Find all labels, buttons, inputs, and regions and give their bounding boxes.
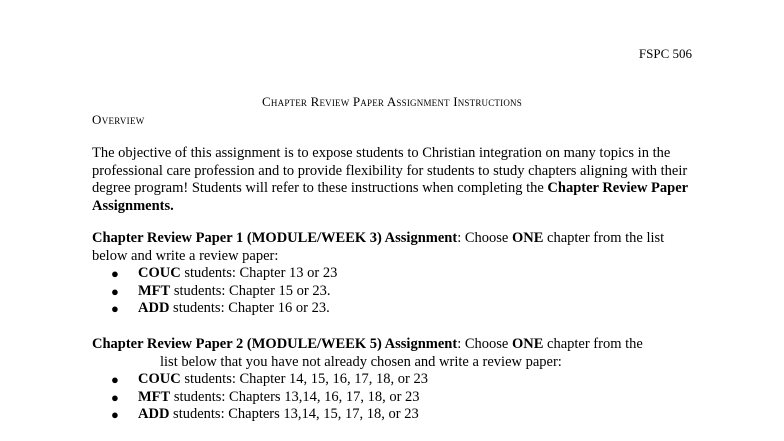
paper2-intro-b: chapter from the — [543, 336, 643, 352]
item-text: students: Chapter 16 or 23. — [169, 300, 330, 316]
overview-heading: Overview — [92, 112, 145, 127]
bullet-icon: ● — [111, 407, 119, 422]
paper1-intro — [92, 230, 692, 265]
paper1-heading: Chapter Review Paper 1 (MODULE/WEEK 3) Assignment — [92, 230, 458, 246]
bullet-icon: ● — [111, 283, 119, 299]
program-name: COUC — [138, 371, 181, 387]
overview-text: The objective of this assignment is to expose students to Christian integration on many topics in the professional care profession and to provide flexibility for students to study chapters aligning with their degree program! Students will refer to these instructions when completing the — [92, 145, 688, 196]
overview-bold-tail: Chapter Review Paper Assignments. — [92, 180, 688, 214]
list-item — [92, 265, 692, 283]
paper1-section — [92, 230, 692, 318]
paper1-intro-a: : Choose — [457, 230, 512, 246]
item-text: students: Chapter 13 or 23 — [180, 265, 338, 281]
paper2-intro-a: : Choose — [457, 336, 512, 352]
program-name: COUC — [138, 265, 181, 281]
paper1-intro-b: chapter from the list below and write a review paper: — [92, 230, 665, 264]
paper2-intro-continued: list below that you have not already chosen and write a review paper: — [160, 353, 562, 370]
item-text: students: Chapter 15 or 23. — [170, 282, 331, 299]
list-item — [92, 300, 692, 318]
list-item — [92, 283, 692, 301]
paper1-one: ONE — [511, 230, 544, 246]
paper1-list — [92, 265, 692, 318]
paper2-intro — [92, 336, 692, 354]
list-item — [92, 406, 692, 424]
bullet-icon: ● — [111, 372, 119, 387]
item-text: students: Chapters 13,14, 16, 17, 18, or 23 — [170, 388, 420, 405]
list-item — [92, 389, 692, 407]
item-text: students: Chapter 14, 15, 16, 17, 18, or 23 — [180, 371, 428, 387]
program-name: ADD — [138, 300, 170, 316]
paper2-section — [92, 336, 692, 424]
program-name: ADD — [138, 406, 170, 422]
overview-paragraph — [92, 145, 692, 215]
paper2-list — [92, 371, 692, 424]
paper2-one: ONE — [511, 336, 544, 352]
program-name: MFT — [138, 282, 171, 299]
list-item — [92, 371, 692, 389]
bullet-icon: ● — [111, 389, 119, 405]
bullet-icon: ● — [111, 266, 119, 281]
program-name: MFT — [138, 388, 171, 405]
bullet-icon: ● — [111, 301, 119, 316]
item-text: students: Chapters 13,14, 15, 17, 18, or 23 — [169, 406, 419, 422]
paper2-heading: Chapter Review Paper 2 (MODULE/WEEK 5) Assignment — [92, 336, 458, 352]
document-title: Chapter Review Paper Assignment Instructions — [262, 94, 522, 109]
course-code: FSPC 506 — [638, 46, 692, 61]
